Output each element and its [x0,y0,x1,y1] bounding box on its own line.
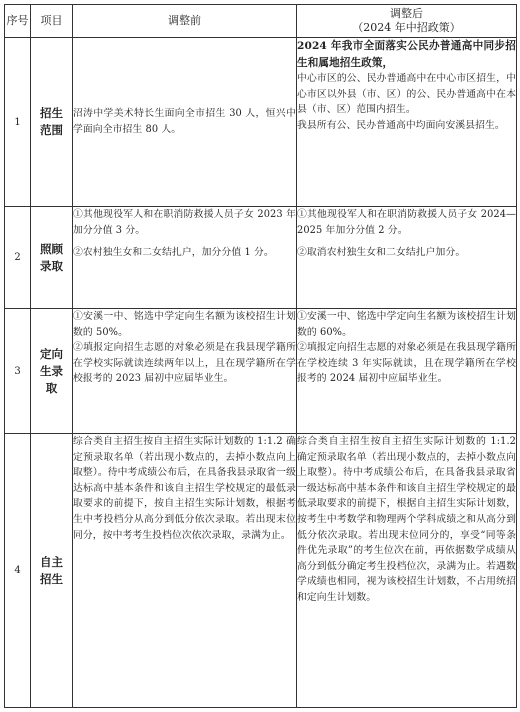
header-index: 序号 [5,5,31,38]
table-row-independent-admission [5,434,517,708]
after-paragraph: ②填报定向招生志愿的对象必须是在我县现学籍所在学校连续 3 年实际就读，且在现学籍所在学校报考的 2024 届初中应届毕业生。 [297,342,516,385]
table-row-enrollment-scope [5,38,517,207]
before-cell [73,207,297,309]
header-before: 调整前 [73,5,297,38]
item-text: 自主招生 [40,554,63,586]
row-index: 1 [5,38,31,207]
before-paragraph: ②农村独生女和二女结扎户，加分分值 1 分。 [73,247,274,259]
item-text: 定向生录取 [40,346,63,395]
after-paragraph: ①其他现役军人和在职消防救援人员子女 2024—2025 年加分分值 2 分。 [297,209,516,236]
after-cell [297,207,517,309]
after-paragraph: ①安溪一中、铭选中学定向生名额为该校招生计划数的 60%。 [297,311,516,338]
header-item: 项目 [31,5,73,38]
row-item-label [31,434,73,708]
row-item-label [31,38,73,207]
row-index: 2 [5,207,31,309]
table-row-directed-admission [5,309,517,434]
before-paragraph: ①安溪一中、铭选中学定向生名额为该校招生计划数的 50%。 [73,311,296,338]
row-index: 4 [5,434,31,708]
before-cell [73,434,297,708]
before-cell [73,309,297,434]
header-row [5,5,517,38]
before-paragraph: 沼涛中学美术特长生面向全市招生 30 人，恒兴中学面向全市招生 80 人。 [73,108,296,135]
after-cell [297,38,517,207]
after-paragraph: 中心市区的公、民办普通高中在中心市区招生，中心市区以外县（市、区）的公、民办普通高中在本县（市、区）范围内招生。 [297,73,516,116]
header-after-subtitle: （2024 年中招政策） [352,21,461,34]
table-row-preferential-admission [5,207,517,309]
item-text: 照顾录取 [40,241,63,273]
header-after-title: 调整后 [390,7,423,20]
after-bold-lead: 2024 年我市全面落实公民办普通高中同步招生和属地招生政策， [297,40,516,69]
row-index: 3 [5,309,31,434]
before-paragraph: 综合类自主招生按自主招生实际计划数的 1:1.2 确定预录取名单（若出现小数点的，去掉小数点向上取整）。待中考成绩公布后，在具备我县录取省一级达标高中基本条件和该自主招生学校规定的最低录取要求的前提下，按自主招生实际计划数，根据考生中考投档分从高分到低分依次录取。若出现末位同分，按中考考生投档位次依次录取，录满为止。 [73,436,296,541]
before-cell [73,38,297,207]
after-paragraph: 我县所有公、民办普通高中均面向安溪县招生。 [297,119,505,131]
row-item-label [31,309,73,434]
row-item-label [31,207,73,309]
header-after [297,5,517,38]
after-paragraph: 综合类自主招生按自主招生实际计划数的 1:1.2 确定预录取名单（若出现小数点的，去掉小数点向上取整）。待中考成绩公布后，在具备我县录取省一级达标高中基本条件和该自主招生学校规定的最低录取要求的前提下，根据自主招生实际计划数，按考生中考数学和物理两个学科成绩之和从高分到低分依次录取。若出现末位同分的，享受“同等条件优先录取”的考生位次在前，再依据数学成绩从高分到低分确定考生投档位次，录满为止。若遇数学成绩也相同，视为该校招生计划数，不占用统招和定向生计划数。 [297,436,516,603]
policy-comparison-table [4,4,517,708]
item-text: 招生范围 [40,106,63,137]
before-paragraph: ①其他现役军人和在职消防救援人员子女 2023 年加分分值 3 分。 [73,209,296,236]
after-paragraph: ②取消农村独生女和二女结扎户加分。 [297,247,466,259]
after-cell [297,309,517,434]
after-cell [297,434,517,708]
before-paragraph: ②填报定向招生志愿的对象必须是在我县现学籍所在学校实际就读连续两年以上，且在现学籍所在学校报考的 2023 届初中应届毕业生。 [73,342,296,385]
